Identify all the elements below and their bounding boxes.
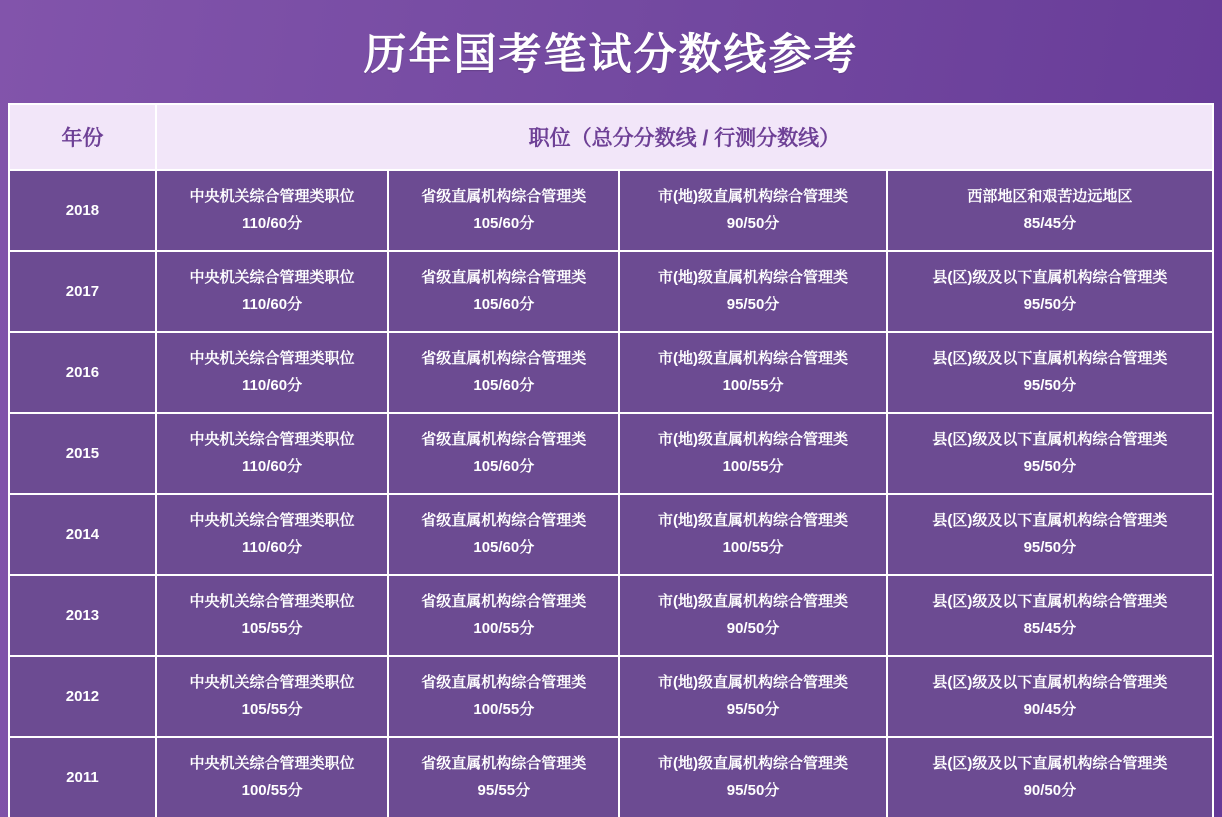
- position-cell: [619, 656, 886, 737]
- position-cell: [388, 737, 619, 817]
- position-score: 100/55分: [722, 538, 784, 556]
- score-table-container: [8, 103, 1214, 817]
- position-score: 110/60分: [242, 295, 303, 313]
- year-cell: 2011: [9, 737, 156, 817]
- position-category: 市(地)级直属机构综合管理类: [658, 188, 849, 206]
- position-category: 省级直属机构综合管理类: [421, 755, 587, 773]
- position-score: 105/55分: [241, 619, 303, 637]
- position-score: 100/55分: [473, 619, 535, 637]
- year-cell: 2017: [9, 251, 156, 332]
- position-cell: [619, 251, 886, 332]
- position-category: 中央机关综合管理类职位: [189, 512, 355, 530]
- position-category: 县(区)级及以下直属机构综合管理类: [932, 755, 1168, 773]
- position-score: 90/50分: [726, 619, 780, 637]
- position-score: 85/45分: [1023, 214, 1077, 232]
- position-category: 市(地)级直属机构综合管理类: [658, 269, 849, 287]
- position-score: 105/60分: [473, 457, 535, 475]
- table-row: [9, 494, 1213, 575]
- table-row: [9, 170, 1213, 251]
- position-cell: [388, 332, 619, 413]
- position-cell: [887, 170, 1213, 251]
- table-row: [9, 656, 1213, 737]
- position-category: 中央机关综合管理类职位: [189, 350, 355, 368]
- position-cell: [388, 413, 619, 494]
- position-cell: [156, 251, 388, 332]
- position-category: 省级直属机构综合管理类: [421, 593, 587, 611]
- position-cell: [887, 494, 1213, 575]
- position-score: 95/50分: [726, 700, 780, 718]
- position-cell: [156, 656, 388, 737]
- position-cell: [619, 737, 886, 817]
- position-cell: [619, 494, 886, 575]
- year-cell: 2016: [9, 332, 156, 413]
- page-title: 历年国考笔试分数线参考: [363, 31, 859, 79]
- position-category: 省级直属机构综合管理类: [421, 188, 587, 206]
- position-category: 中央机关综合管理类职位: [189, 431, 355, 449]
- position-cell: [619, 332, 886, 413]
- position-category: 中央机关综合管理类职位: [189, 269, 355, 287]
- position-score: 90/50分: [726, 214, 780, 232]
- table-row: [9, 413, 1213, 494]
- position-cell: [388, 575, 619, 656]
- position-cell: [388, 170, 619, 251]
- position-cell: [156, 332, 388, 413]
- table-row: [9, 737, 1213, 817]
- table-row: [9, 575, 1213, 656]
- position-cell: [619, 413, 886, 494]
- position-cell: [156, 737, 388, 817]
- position-score: 105/60分: [473, 376, 535, 394]
- position-category: 市(地)级直属机构综合管理类: [658, 593, 849, 611]
- table-row: [9, 332, 1213, 413]
- position-category: 省级直属机构综合管理类: [421, 431, 587, 449]
- position-score: 110/60分: [242, 376, 303, 394]
- position-score: 95/50分: [1023, 376, 1077, 394]
- position-score: 95/50分: [1023, 295, 1077, 313]
- position-score: 100/55分: [473, 700, 535, 718]
- position-score: 90/45分: [1023, 700, 1077, 718]
- year-cell: 2012: [9, 656, 156, 737]
- year-cell: 2018: [9, 170, 156, 251]
- position-category: 中央机关综合管理类职位: [189, 674, 355, 692]
- position-score: 105/60分: [473, 538, 535, 556]
- position-category: 中央机关综合管理类职位: [189, 188, 355, 206]
- position-cell: [887, 575, 1213, 656]
- year-cell: 2014: [9, 494, 156, 575]
- year-cell: 2015: [9, 413, 156, 494]
- table-row: [9, 251, 1213, 332]
- position-score: 100/55分: [722, 457, 784, 475]
- position-score: 100/55分: [722, 376, 784, 394]
- table-header-row: [9, 104, 1213, 170]
- position-cell: [156, 413, 388, 494]
- position-score: 105/60分: [473, 295, 535, 313]
- position-cell: [887, 737, 1213, 817]
- position-score: 85/45分: [1023, 619, 1077, 637]
- position-score: 95/55分: [477, 781, 531, 799]
- position-category: 省级直属机构综合管理类: [421, 674, 587, 692]
- position-cell: [156, 170, 388, 251]
- position-category: 市(地)级直属机构综合管理类: [658, 350, 849, 368]
- position-category: 市(地)级直属机构综合管理类: [658, 755, 849, 773]
- position-category: 市(地)级直属机构综合管理类: [658, 512, 849, 530]
- position-category: 县(区)级及以下直属机构综合管理类: [932, 674, 1168, 692]
- position-cell: [887, 332, 1213, 413]
- position-category: 省级直属机构综合管理类: [421, 350, 587, 368]
- position-category: 中央机关综合管理类职位: [189, 755, 355, 773]
- score-table: [8, 103, 1214, 817]
- position-score: 105/60分: [473, 214, 535, 232]
- position-category: 县(区)级及以下直属机构综合管理类: [932, 512, 1168, 530]
- year-cell: 2013: [9, 575, 156, 656]
- position-category: 市(地)级直属机构综合管理类: [658, 431, 849, 449]
- position-score: 95/50分: [1023, 457, 1077, 475]
- position-cell: [388, 251, 619, 332]
- position-score: 90/50分: [1023, 781, 1077, 799]
- position-category: 省级直属机构综合管理类: [421, 512, 587, 530]
- year-column-header: 年份: [9, 104, 156, 170]
- position-column-header: 职位（总分分数线 / 行测分数线）: [156, 104, 1213, 170]
- position-cell: [388, 494, 619, 575]
- position-cell: [156, 575, 388, 656]
- position-category: 市(地)级直属机构综合管理类: [658, 674, 849, 692]
- position-category: 县(区)级及以下直属机构综合管理类: [932, 431, 1168, 449]
- position-cell: [887, 656, 1213, 737]
- position-category: 省级直属机构综合管理类: [421, 269, 587, 287]
- position-category: 县(区)级及以下直属机构综合管理类: [932, 269, 1168, 287]
- position-cell: [887, 251, 1213, 332]
- position-score: 110/60分: [242, 538, 303, 556]
- position-cell: [388, 656, 619, 737]
- position-score: 95/50分: [726, 295, 780, 313]
- position-cell: [619, 170, 886, 251]
- position-score: 105/55分: [241, 700, 303, 718]
- position-cell: [887, 413, 1213, 494]
- position-cell: [156, 494, 388, 575]
- position-category: 西部地区和艰苦边远地区: [967, 188, 1133, 206]
- position-score: 110/60分: [242, 214, 303, 232]
- position-category: 中央机关综合管理类职位: [189, 593, 355, 611]
- position-category: 县(区)级及以下直属机构综合管理类: [932, 593, 1168, 611]
- position-cell: [619, 575, 886, 656]
- position-score: 95/50分: [726, 781, 780, 799]
- position-score: 95/50分: [1023, 538, 1077, 556]
- position-category: 县(区)级及以下直属机构综合管理类: [932, 350, 1168, 368]
- position-score: 100/55分: [241, 781, 303, 799]
- position-score: 110/60分: [242, 457, 303, 475]
